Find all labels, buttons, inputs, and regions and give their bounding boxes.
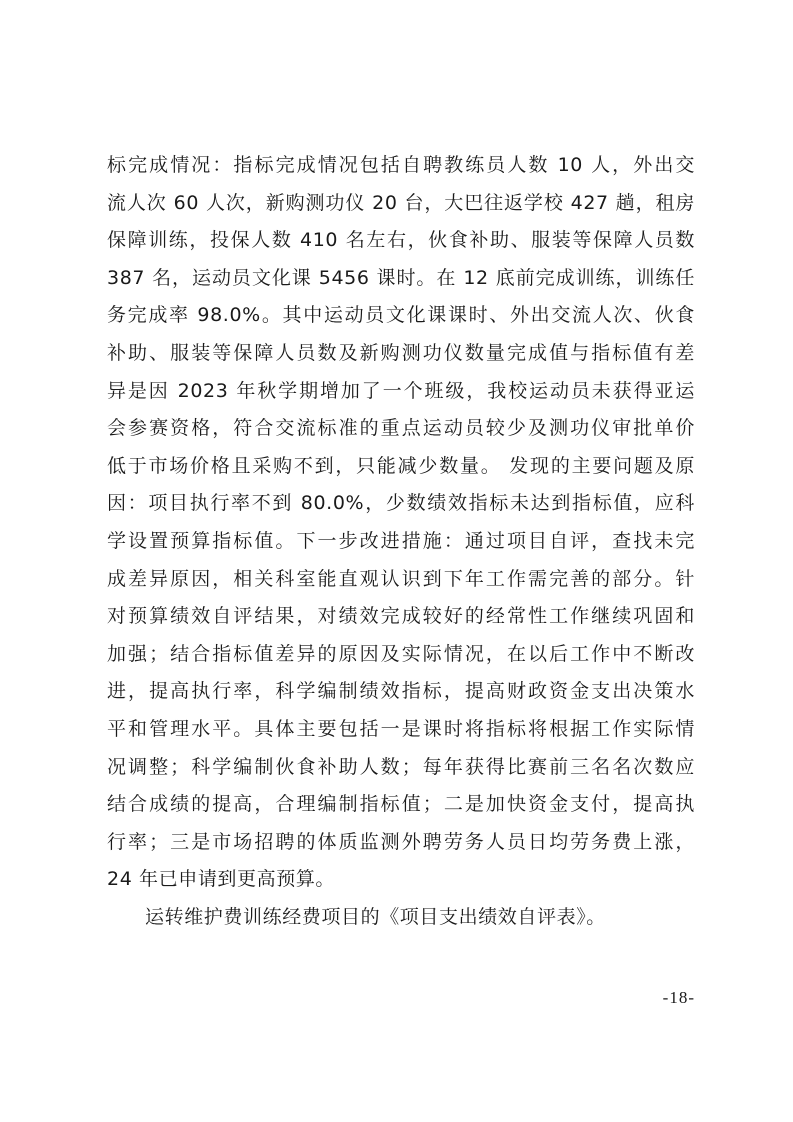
text-line: 况调整；科学编制伙食补助人数；每年获得比赛前三名名次数应: [107, 755, 695, 778]
text-line: 标完成情况：指标完成情况包括自聘教练员人数 10 人，外出交: [107, 154, 695, 176]
text-line: 387 名，运动员文化课 5456 课时。在 12 底前完成训练，训练任: [107, 266, 695, 289]
page-number: -18-: [662, 988, 695, 1007]
text-line: 会参赛资格，符合交流标准的重点运动员较少及测功仪审批单价: [107, 417, 695, 440]
text-line: 进，提高执行率，科学编制绩效指标，提高财政资金支出决策水: [107, 680, 695, 703]
text-line: 24 年已申请到更高预算。: [107, 868, 336, 891]
text-line: 保障训练，投保人数 410 名左右，伙食补助、服装等保障人员数: [107, 229, 695, 252]
text-line: 成差异原因，相关科室能直观认识到下年工作需完善的部分。针: [107, 567, 695, 590]
text-line: 结合成绩的提高，合理编制指标值；二是加快资金支付，提高执: [107, 793, 695, 816]
text-line: 行率；三是市场招聘的体质监测外聘劳务人员日均劳务费上涨，: [107, 830, 695, 853]
text-line: 对预算绩效自评结果，对绩效完成较好的经常性工作继续巩固和: [107, 605, 695, 628]
text-line: 学设置预算指标值。下一步改进措施：通过项目自评，查找未完: [107, 529, 695, 552]
text-line: 补助、服装等保障人员数及新购测功仪数量完成值与指标值有差: [107, 341, 695, 364]
text-line: 异是因 2023 年秋学期增加了一个班级，我校运动员未获得亚运: [107, 379, 695, 402]
text-line: 低于市场价格且采购不到，只能减少数量。 发现的主要问题及原: [107, 454, 695, 477]
text-line: 因：项目执行率不到 80.0%，少数绩效指标未达到指标值，应科: [107, 492, 695, 515]
text-line: 务完成率 98.0%。其中运动员文化课课时、外出交流人次、伙食: [107, 304, 695, 327]
body-text: [107, 147, 695, 936]
text-line: 平和管理水平。具体主要包括一是课时将指标将根据工作实际情: [107, 717, 695, 740]
paragraph-text: 运转维护费训练经费项目的《项目支出绩效自评表》。: [145, 905, 606, 928]
text-line: 流人次 60 人次，新购测功仪 20 台，大巴往返学校 427 趟，租房: [107, 191, 695, 214]
text-line: 加强；结合指标值差异的原因及实际情况，在以后工作中不断改: [107, 642, 695, 665]
